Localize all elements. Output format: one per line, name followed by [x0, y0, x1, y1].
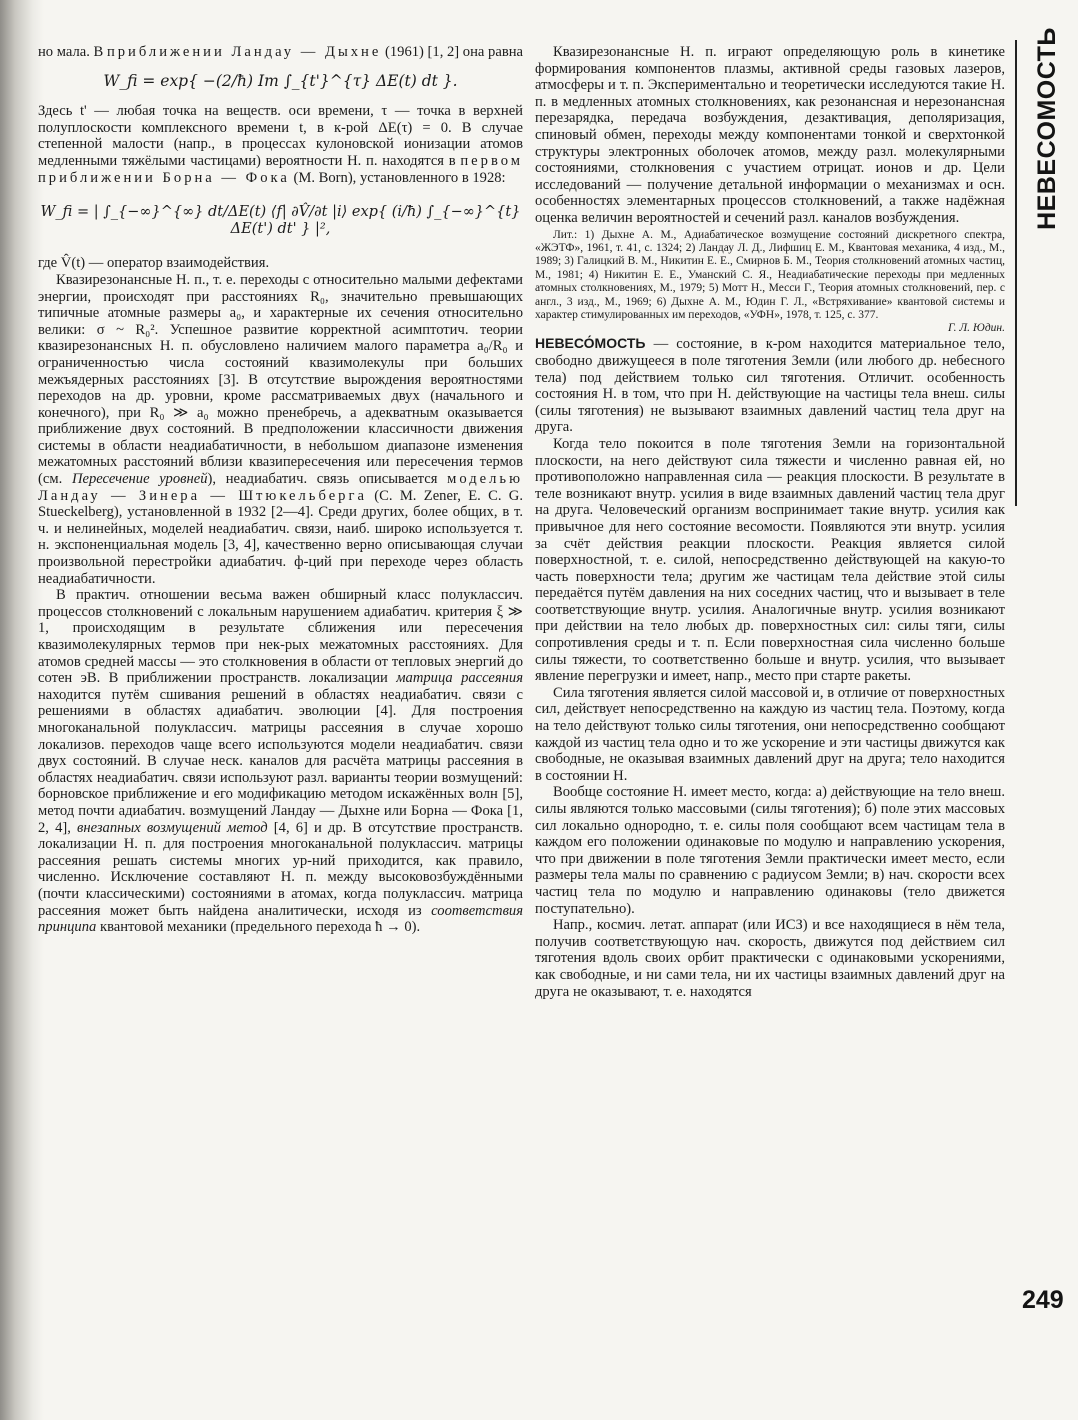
paragraph: Здесь t' — любая точка на веществ. оси времени, τ — точка в верхней полуплоскости комплексного времени t, в к-рой ΔE(τ) = 0. В случае степенной малости (напр., в процессах кулоновской ионизации атомов медленными тяжёлыми частицами) вероятности Н. п. находятся в первом приближении Борна — Фока (M. Born), установленного в 1928: [38, 103, 523, 186]
formula-born-fock: W_fi = | ∫_{−∞}^{∞} dt/ΔE(t) ⟨f| ∂V̂/∂t |i⟩ exp{ (i/ħ) ∫_{−∞}^{t} ΔE(t') dt' } |², [40, 204, 521, 237]
running-head: НЕВЕСОМОСТЬ [1032, 26, 1061, 230]
author-signature: Г. Л. Юдин. [947, 322, 1005, 335]
cross-reference: внезапных возмущений метод [77, 819, 268, 836]
cross-reference: соответствия принципа [38, 902, 523, 936]
formula-landau-dykhne: W_fi = exp{ −(2/ħ) Im ∫_{t'}^{τ} ΔE(t) dt }. [103, 71, 458, 90]
page-number: 249 [1022, 1286, 1064, 1314]
paragraph: где V̂(t) — оператор взаимодействия. [38, 255, 270, 272]
entry-paragraph: НЕВЕСО́МОСТЬ — состояние, в к-ром находится материальное тело, свободно движущееся в поле тяготения Земли (или любого др. небесного тела) под действием только сил тяготения. Отличит. особенность состояния Н. в том, что при Н. действующие на частицы тела внеш. силы (силы тяготения) не вызывают взаимных давлений частиц тела друг на друга. [535, 335, 1005, 436]
paragraph: Когда тело покоится в поле тяготения Земли на горизонтальной плоскости, на него действуют сила тяжести и численно равная ей, но противоположно направленная сила — реакция плоскости. В результате в теле возникают внутр. усилия в виде взаимных давлений частиц тела друг на друга. Человеческий организм воспринимает такие внутр. усилия как привычное для него состояние весомости. Появляются эти внутр. усилия за счёт действия реакции плоскости. Реакция является силой поверхностной, т. е. силой, непосредственно действующей на какую-то часть поверхности тела; другим же частицам тела действие этой силы передаётся путём давления на них соседних частиц, что и вызывает в теле соответствующие внутр. усилия. Аналогичные внутр. усилия возникают при действии на тело любых др. поверхностных сил: силы тяги, силы сопротивления среды и т. п. Если поверхностная сила численно больше силы тяжести, то соответственно больше и внутр. усилия, что вызывает явление перегрузки и имеет, напр., место при старте ракеты. [535, 435, 1005, 685]
entry-headword: НЕВЕСО́МОСТЬ [535, 335, 646, 352]
cross-reference: матрица рассеяния [396, 670, 524, 687]
paragraph: Квазирезонансные Н. п., т. е. переходы с относительно малыми дефектами энергии, происходят при расстояниях R₀, значительно превышающих типичные атомные размеры a₀, и характерные их сечения относительно велики: σ ~ R₀². Успешное развитие корректной асимптотич. теории квазирезонансных Н. п. обусловлено наличием малого параметра a₀/R₀ и ограниченностью числа состояний квазимолекулы при больших межъядерных расстояниях [3]. В отсутствие вырождения вероятностями переходов на др. уровни, кроме рассматриваемых двух (начального и конечного), при R₀ ≫ a₀ можно пренебречь, а адекватным оказывается приближение двух состояний. В предположении классичности движения системы в области неадиабатичности, в небольшом диапазоне изменения межатомных расстояний вблизи квазипересечения или пересечения термов (см. Пересечение уровней), неадиабатич. связь описывается моделью Ландау — Зинера — Штюкельберга (C. M. Zener, E. C. G. Stueckelberg), установленной в 1932 [2—4]. Среди других, более общих, в т. ч. и нелинейных, моделей неадиабатич. связи, наиб. широко используется т. н. экспоненциальная модель [3, 4], качественно верно описывающая случаи произвольной перестройки адиабатич. ф-ций при переходе через область неадиабатичности. [38, 271, 523, 587]
paragraph: Квазирезонансные Н. п. играют определяющую роль в кинетике формирования компонентов плазмы, активной среды газовых лазеров, атмосферы и т. п. Экспериментально и теоретически исследуются такие Н. п. в медленных атомных столкновениях, как резонансная и нерезонансная перезарядка, передача возбуждения, дезактивация, деполяризация, спиновый обмен, переходы между компонентами тонкой и сверхтонкой структуры электронных оболочек атомов, между разл. молекулярными состояниями, столкновения с участием отрицат. ионов и др. Цели исследований — получение детальной информации о механизмах и осн. особенностях элементарных процессов столкновений, а также надёжная оценка величин вероятностей и сечений разл. каналов возбуждения. [535, 44, 1005, 226]
paragraph: Напр., космич. летат. аппарат (или ИСЗ) и все находящиеся в нём тела, получив соответствующую нач. скорость, движутся под действием сил тяготения вдоль своих орбит практически с одинаковыми ускорениями, как свободные, и ни сами тела, ни их частицы взаимных давлений друг на друга не оказывают, т. е. находятся [535, 917, 1005, 1000]
paragraph: Сила тяготения является силой массовой и, в отличие от поверхностных сил, действует непосредственно на каждую из частиц тела. Поэтому, когда на тело действуют только силы тяготения, они непосредственно сообщают каждой из частиц тела одно и то же ускорение и эти частицы движутся как свободные, не оказывая взаимных давлений друг на друга; тело находится в состоянии Н. [535, 684, 1005, 784]
thumb-index-rule [1015, 40, 1017, 506]
right-column [535, 44, 1005, 1000]
cross-reference: Пересечение уровней [71, 471, 208, 488]
paragraph: В практич. отношении весьма важен обширный класс полуклассич. процессов столкновений с локальным нарушением адиабатич. критерия ξ ≫ 1, происходящим в результате сближения или пересечения квазимолекулярных термов при нек-рых межатомных расстояниях. Для атомов средней массы — это столкновения в области от тепловых энергий до сотен эВ. В приближении пространств. локализации матрица рассеяния находится путём сшивания решений в областях неадиабатич. связи с решениями в областях адиабатич. эволюции [4]. Для построения многоканальной полуклассич. матрицы рассеяния в случае хорошо локализов. переходов чаще всего используются модели неадиабатич. связи двух состояний. В случае неск. каналов для расчёта матрицы рассеяния в областях неадиабатич. связи используют разл. варианты теории возмущений: борновское приближение и его модификацию методом искажённых волн [5], метод почти адиабатич. возмущений Ландау — Дыхне или Борна — Фока [1, 2, 4], внезапных возмущений метод [4, 6] и др. В отсутствие пространств. локализации Н. п. для построения многоканальной полуклассич. матрицы рассеяния решать системы многих ур-ний приходится, как правило, численно. Исключение составляют Н. п. между высоковозбуждёнными (почти классическими) состояниями в атомах, когда полуклассич. матрица рассеяния может быть найдена аналитически, исходя из соответствия принципа квантовой механики (предельного перехода ħ → 0). [38, 587, 524, 936]
left-column [38, 44, 523, 936]
paragraph: но мала. В приближении Ландау — Дыхне (1961) [1, 2] она равна [38, 44, 523, 60]
paragraph: Вообще состояние Н. имеет место, когда: а) действующие на тело внеш. силы являются только массовыми (силы тяготения); б) поле этих массовых сил локально однородно, т. е. силы поля сообщают всем частицам тела в каждом его положении одинаковые по модулю и направлению ускорения, что при движении в поле тяготения Земли практически имеет место, если размеры тела малы по сравнению с радиусом Земли; в) нач. скорости всех частиц тела по модулю и направлению одинаковы (тело движется поступательно). [535, 784, 1005, 917]
literature-references: Лит.: 1) Дыхне А. М., Адиабатическое возмущение состояний дискретного спектра, «ЖЭТФ», 1961, т. 41, с. 1324; 2) Ландау Л. Д., Лифшиц Е. М., Квантовая механика, 4 изд., М., 1989; 3) Галицкий В. М., Никитин Е. Е., Смирнов Б. М., Теория столкновений атомных частиц, М., 1981; 4) Никитин Е. Е., Уманский С. Я., Неадиабатические переходы при медленных атомных столкновениях, М., 1979; 5) Мотт Н., Месси Г., Теория атомных столкновений, пер. с англ., 3 изд., М., 1969; 6) Дыхне А. М., Юдин Г. Л., «Встряхивание» квантовой системы и характер стимулированных им переходов, «УФН», 1978, т. 125, с. 377. Г. Л. Юдин. [535, 228, 1005, 335]
